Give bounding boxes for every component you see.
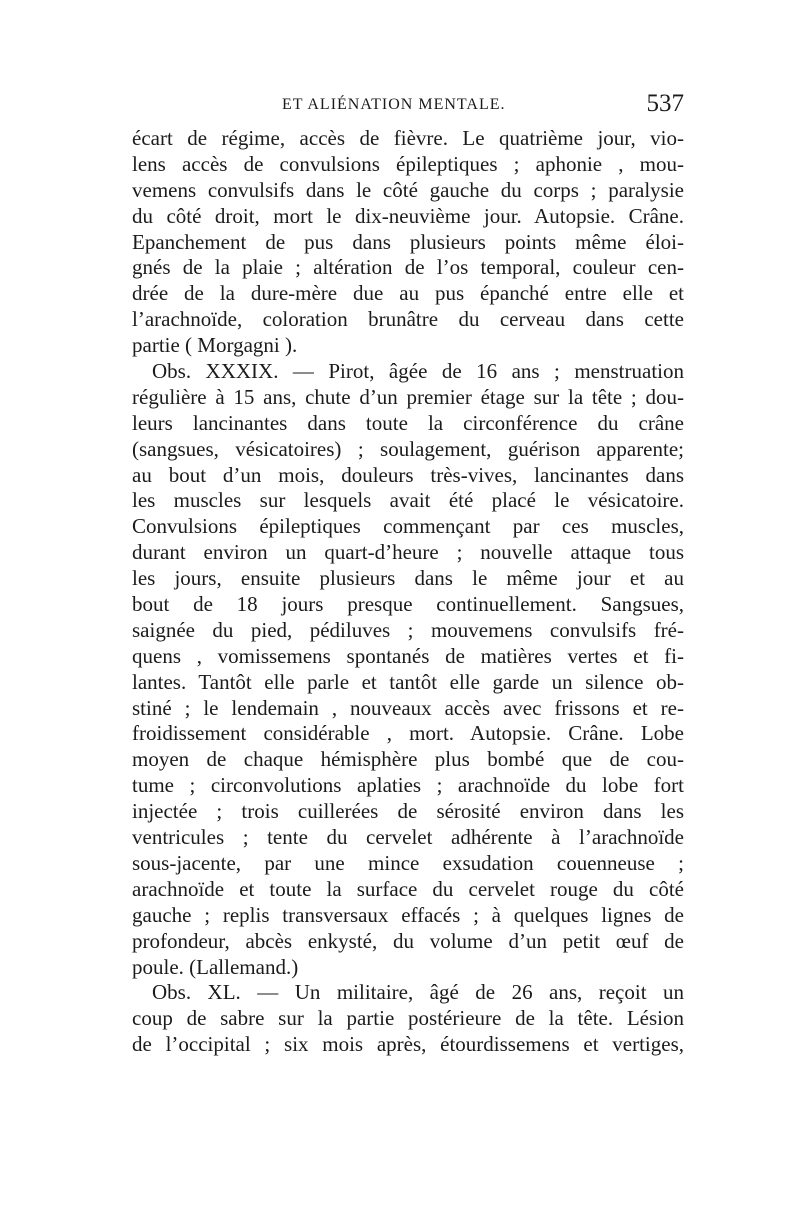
- text-line: du côté droit, mort le dix-neuvième jour. Autopsie. Crâne.: [132, 203, 684, 228]
- text-line: quens , vomissemens spontanés de matières vertes et fi-: [132, 643, 684, 668]
- text-line: moyen de chaque hémisphère plus bombé que de cou-: [132, 747, 684, 772]
- text-line: vemens convulsifs dans le côté gauche du corps ; paralysie: [132, 177, 684, 202]
- page-number: 537: [646, 90, 684, 117]
- text-line: gnés de la plaie ; altération de l’os temporal, couleur cen-: [132, 255, 684, 280]
- text-line: les muscles sur lesquels avait été placé le vésicatoire.: [132, 488, 684, 513]
- text-line: saignée du pied, pédiluves ; mouvemens convulsifs fré-: [132, 617, 684, 642]
- text-line: Convulsions épileptiques commençant par ces muscles,: [132, 514, 684, 539]
- text-line: les jours, ensuite plusieurs dans le même jour et au: [132, 566, 684, 591]
- text-line: ventricules ; tente du cervelet adhérente à l’arachnoïde: [132, 825, 684, 850]
- text-line: écart de régime, accès de fièvre. Le quatrième jour, vio-: [132, 126, 684, 150]
- text-line: stiné ; le lendemain , nouveaux accès avec frissons et re-: [132, 695, 684, 720]
- running-title: ET ALIÉNATION MENTALE.: [282, 96, 506, 113]
- text-line: poule. (Lallemand.): [132, 954, 299, 979]
- text-line: partie ( Morgagni ).: [132, 333, 298, 358]
- text-line: gauche ; replis transversaux effacés ; à quelques lignes de: [132, 902, 684, 927]
- text-line: profondeur, abcès enkysté, du volume d’un petit œuf de: [132, 928, 684, 953]
- text-line: régulière à 15 ans, chute d’un premier étage sur la tête ; dou-: [132, 384, 684, 409]
- text-line: arachnoïde et toute la surface du cervelet rouge du côté: [132, 876, 684, 901]
- text-line: (sangsues, vésicatoires) ; soulagement, guérison apparente;: [132, 436, 684, 461]
- page-header: [132, 92, 684, 122]
- text-line: Obs. XL. — Un militaire, âgé de 26 ans, reçoit un: [152, 980, 684, 1005]
- text-line: sous-jacente, par une mince exsudation couenneuse ;: [132, 850, 684, 875]
- text-line: lantes. Tantôt elle parle et tantôt elle garde un silence ob-: [132, 669, 684, 694]
- text-line: Obs. XXXIX. — Pirot, âgée de 16 ans ; menstruation: [152, 359, 684, 384]
- text-line: drée de la dure-mère due au pus épanché entre elle et: [132, 281, 684, 306]
- text-line: bout de 18 jours presque continuellement. Sangsues,: [132, 592, 684, 617]
- body-text: [132, 126, 684, 1058]
- text-line: lens accès de convulsions épileptiques ; aphonie , mou-: [132, 151, 684, 176]
- text-line: Epanchement de pus dans plusieurs points même éloi-: [132, 229, 684, 254]
- text-line: de l’occipital ; six mois après, étourdissemens et vertiges,: [132, 1032, 684, 1057]
- text-line: durant environ un quart-d’heure ; nouvelle attaque tous: [132, 540, 684, 565]
- text-line: injectée ; trois cuillerées de sérosité environ dans les: [132, 799, 684, 824]
- text-line: coup de sabre sur la partie postérieure de la tête. Lésion: [132, 1006, 684, 1031]
- text-line: leurs lancinantes dans toute la circonférence du crâne: [132, 410, 684, 435]
- text-line: tume ; circonvolutions aplaties ; arachnoïde du lobe fort: [132, 773, 684, 798]
- text-line: l’arachnoïde, coloration brunâtre du cerveau dans cette: [132, 307, 684, 332]
- text-line: au bout d’un mois, douleurs très-vives, lancinantes dans: [132, 462, 684, 487]
- text-line: froidissement considérable , mort. Autopsie. Crâne. Lobe: [132, 721, 684, 746]
